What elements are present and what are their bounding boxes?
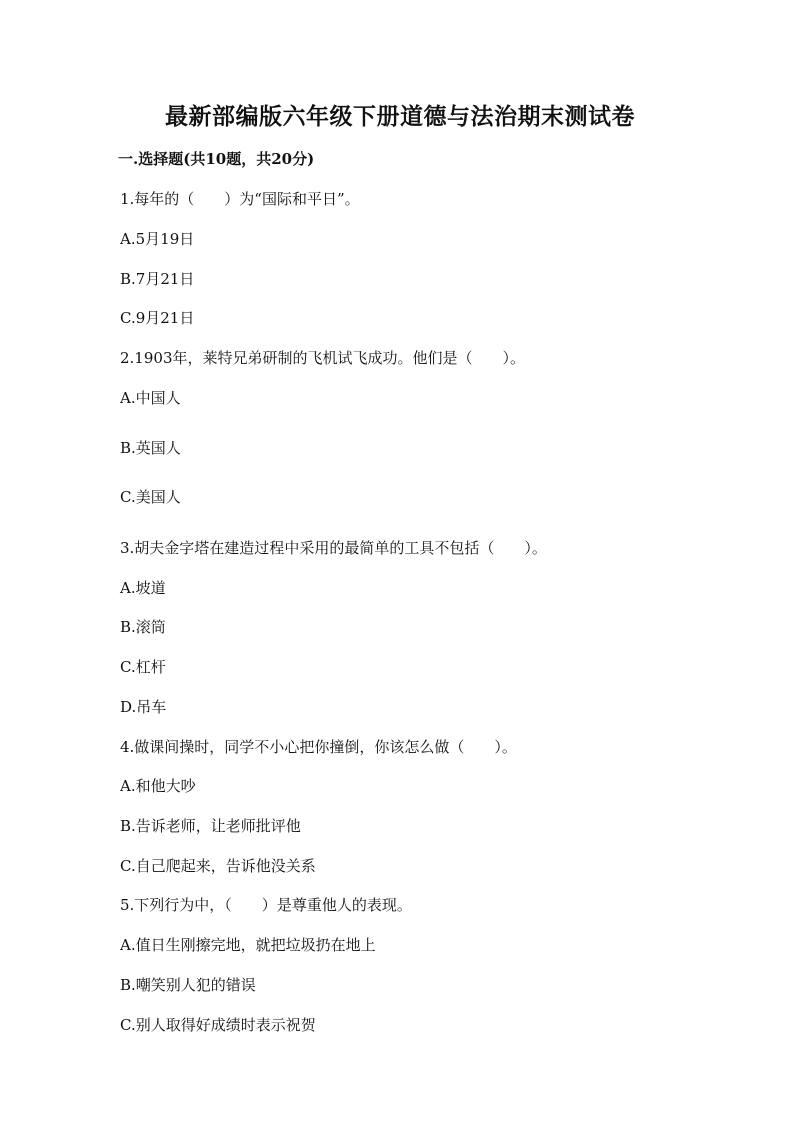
question-4-option-a: A.和他大吵 [120,777,196,795]
question-3-option-d: D.吊车 [120,698,167,716]
question-1-option-c: C.9月21日 [120,309,195,327]
question-4-option-c: C.自己爬起来，告诉他没关系 [120,857,316,875]
question-2-option-b: B.英国人 [120,439,181,457]
question-2-stem: 2.1903年，莱特兄弟研制的飞机试飞成功。他们是（ ）。 [120,349,525,367]
question-3-option-c: C.杠杆 [120,658,166,676]
question-1-option-a: A.5月19日 [120,230,195,248]
question-2-option-a: A.中国人 [120,389,181,407]
question-1-stem: 1.每年的（ ）为“国际和平日”。 [120,190,360,208]
question-3-stem: 3.胡夫金字塔在建造过程中采用的最简单的工具不包括（ ）。 [120,539,547,557]
question-5-stem: 5.下列行为中，（ ）是尊重他人的表现。 [120,896,412,914]
question-5-option-a: A.值日生刚擦完地，就把垃圾扔在地上 [120,936,376,954]
document-title: 最新部编版六年级下册道德与法治期末测试卷 [165,103,635,130]
question-2-option-c: C.美国人 [120,488,181,506]
question-3-option-a: A.坡道 [120,579,166,597]
question-1-option-b: B.7月21日 [120,270,195,288]
question-4-option-b: B.告诉老师，让老师批评他 [120,817,301,835]
question-3-option-b: B.滚筒 [120,618,166,636]
section-heading: 一.选择题(共10题，共20分) [118,150,315,168]
question-4-stem: 4.做课间操时，同学不小心把你撞倒，你该怎么做（ ）。 [120,738,517,756]
question-5-option-c: C.别人取得好成绩时表示祝贺 [120,1016,316,1034]
question-5-option-b: B.嘲笑别人犯的错误 [120,976,256,994]
